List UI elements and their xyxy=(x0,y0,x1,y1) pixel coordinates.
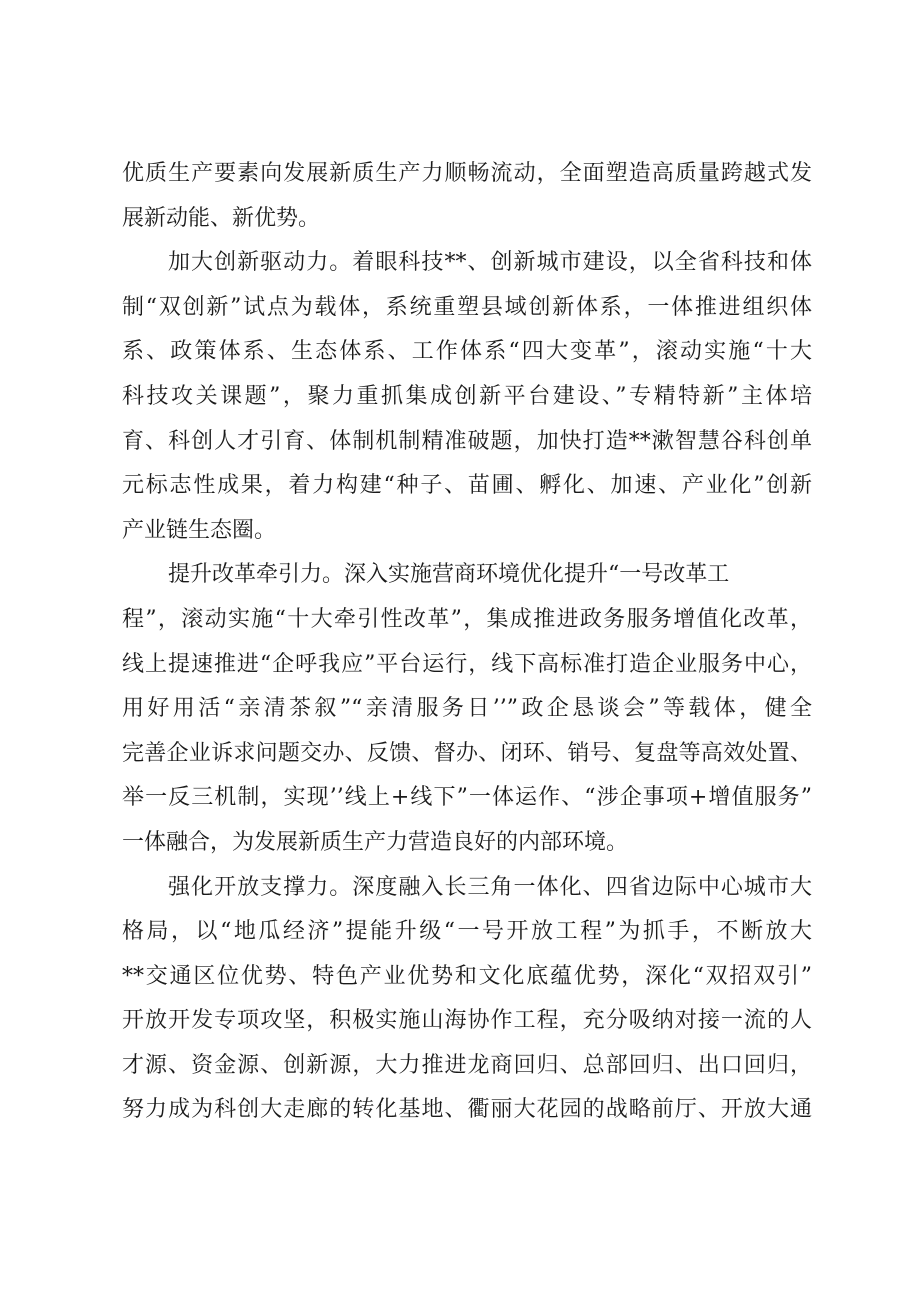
document-body xyxy=(122,152,812,1133)
paragraph-line: 系、政策体系、生态体系、工作体系“四大变革”，滚动实施“十大 xyxy=(122,339,812,365)
paragraph-line: 科技攻关课题”，聚力重抓集成创新平台建设、”专精特新”主体培 xyxy=(122,383,812,409)
paragraph-line: 强化开放支撑力。深度融入长三角一体化、四省边际中心城市大 xyxy=(168,874,812,900)
paragraph-line: 格局，以“地瓜经济”提能升级“一号开放工程”为抓手，不断放大 xyxy=(122,919,812,945)
paragraph-line: 一体融合，为发展新质生产力营造良好的内部环境。 xyxy=(122,829,629,855)
paragraph-line: 用好用活“亲清茶叙”“亲清服务日’’”政企恳谈会”等载体，健全 xyxy=(122,696,812,722)
paragraph-line: 制“双创新”试点为载体，系统重塑县域创新体系，一体推进组织体 xyxy=(122,294,812,320)
paragraph-line: 程”，滚动实施“十大牵引性改革”，集成推进政务服务增值化改革， xyxy=(122,606,812,632)
paragraph-line: 提升改革牵引力。深入实施营商环境优化提升“一号改革工 xyxy=(168,562,730,588)
paragraph-line: 开放开发专项攻坚，积极实施山海协作工程，充分吸纳对接一流的人 xyxy=(122,1008,812,1034)
paragraph-line: 举一反三机制，实现’’线上+线下”一体运作、“涉企事项+增值服务” xyxy=(122,785,812,811)
paragraph-line: 优质生产要素向发展新质生产力顺畅流动，全面塑造高质量跨越式发 xyxy=(122,161,812,186)
paragraph-line: 育、科创人才引育、体制机制精准破题，加快打造**漱智慧谷科创单 xyxy=(122,428,812,454)
paragraph-line: 产业链生态圈。 xyxy=(122,517,277,543)
paragraph-line: 展新动能、新优势。 xyxy=(122,205,321,231)
paragraph-line: 才源、资金源、创新源，大力推进龙商回归、总部回归、出口回归， xyxy=(122,1052,812,1078)
paragraph-line: 完善企业诉求问题交办、反馈、督办、闭环、销号、复盘等高效处置、 xyxy=(122,740,812,766)
paragraph-line: **交通区位优势、特色产业优势和文化底蕴优势，深化“双招双引” xyxy=(122,963,812,989)
paragraph-line: 线上提速推进“企呼我应”平台运行，线下高标准打造企业服务中心， xyxy=(122,651,812,677)
paragraph-line: 努力成为科创大走廊的转化基地、衢丽大花园的战略前厅、开放大通 xyxy=(122,1097,812,1123)
paragraph-line: 元标志性成果，着力构建“种子、苗圃、孵化、加速、产业化”创新 xyxy=(122,473,812,499)
paragraph-line: 加大创新驱动力。着眼科技**、创新城市建设，以全省科技和体 xyxy=(168,250,812,276)
